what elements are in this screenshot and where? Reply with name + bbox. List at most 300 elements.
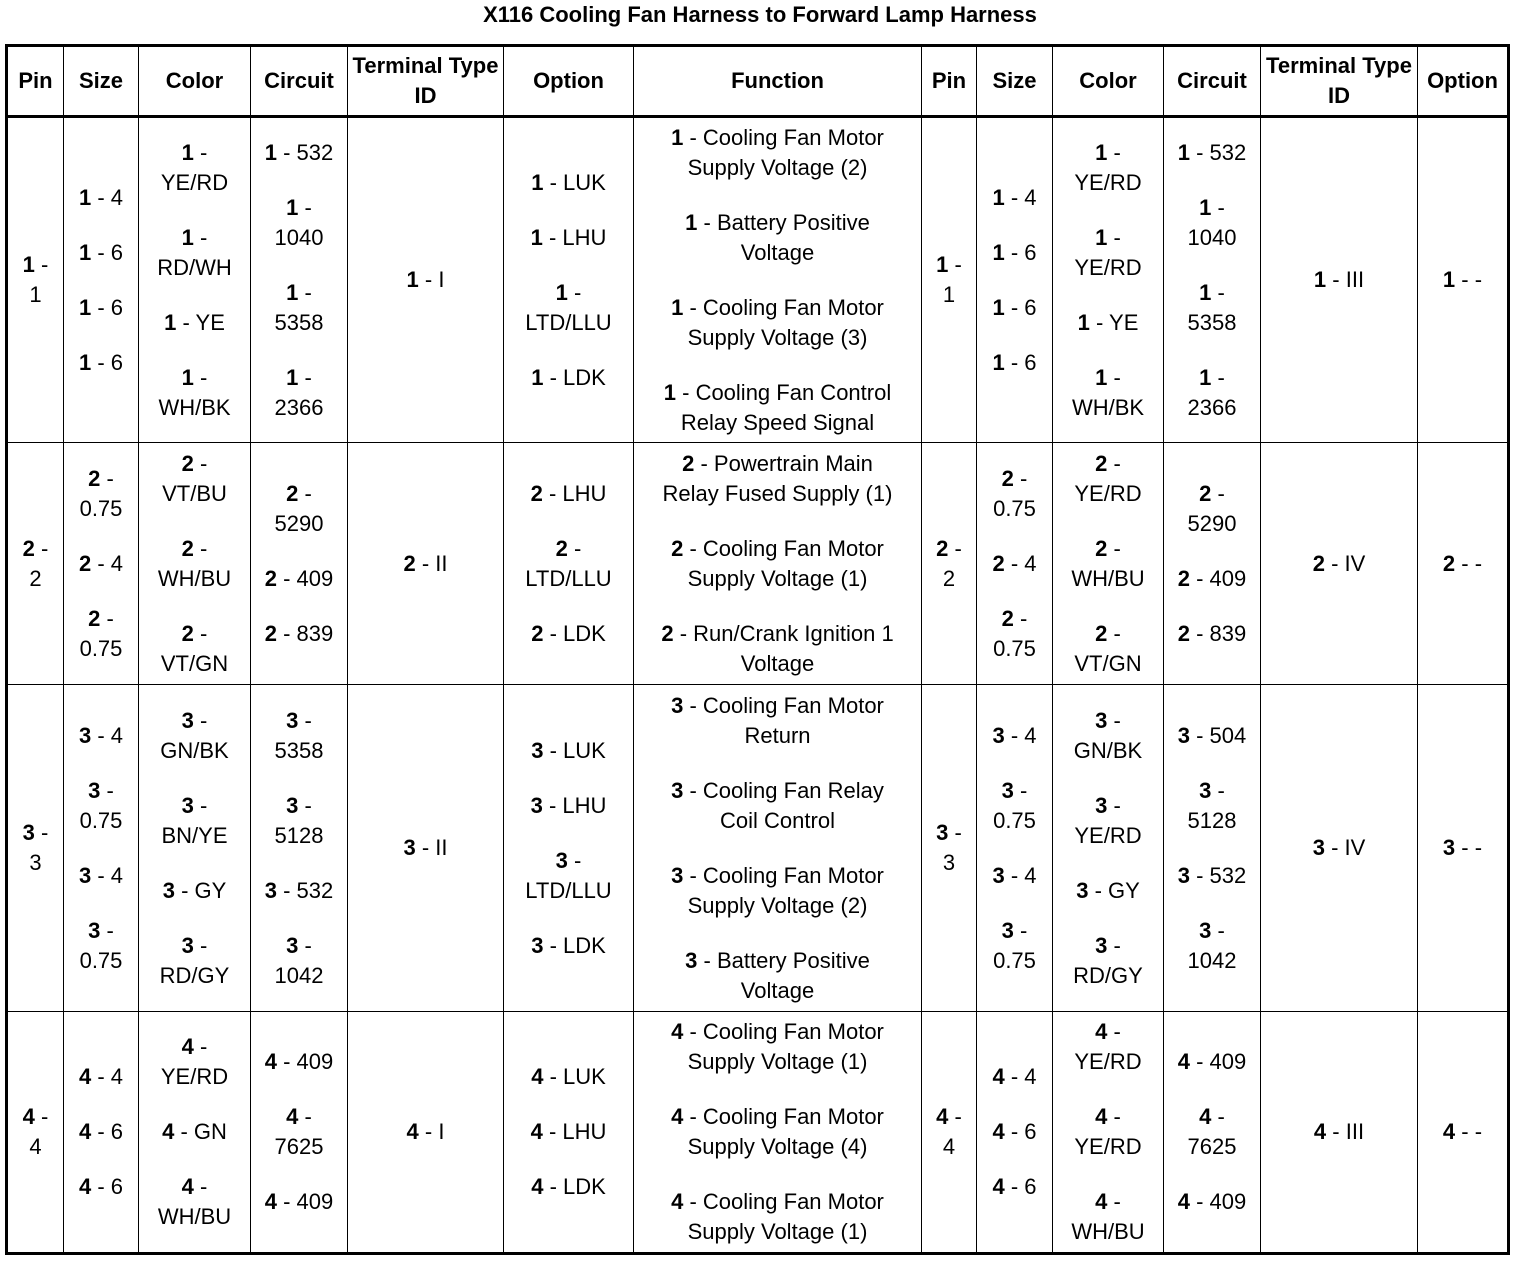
entry-text: YE/RD — [1074, 1134, 1142, 1159]
cell-entry — [1166, 564, 1258, 594]
entry-number: 2 — [264, 620, 277, 646]
entry-number: 1 — [685, 209, 698, 235]
table-row — [7, 1012, 1509, 1254]
entry-text: - - — [1461, 550, 1483, 576]
cell-entry — [253, 1187, 345, 1217]
cell-terminal2 — [1261, 117, 1418, 443]
cell-entry — [141, 1172, 248, 1232]
cell-color2 — [1053, 1012, 1164, 1254]
entry-text: - — [1217, 364, 1225, 390]
table-row — [7, 443, 1509, 685]
cell-entry — [253, 479, 345, 539]
entry-number: 3 — [264, 877, 277, 903]
entry-number: 3 — [936, 820, 949, 845]
cell-entry — [979, 1062, 1050, 1092]
entry-number: 2 — [403, 550, 416, 576]
entry-text: Relay Speed Signal — [680, 409, 875, 435]
entry-text: - 532 — [283, 877, 334, 903]
table-row — [7, 117, 1509, 443]
entry-number: 4 — [78, 1174, 92, 1199]
entry-text: 2366 — [1187, 394, 1237, 420]
entry-number: 1 — [78, 239, 92, 265]
cell-entry — [636, 449, 919, 509]
cell-entry — [979, 238, 1050, 268]
cell-entry — [1263, 265, 1415, 295]
cell-entry — [66, 1062, 136, 1092]
entry-text: - 839 — [1196, 620, 1247, 646]
cell-terminal — [348, 685, 504, 1012]
entry-text: LTD/LLU — [525, 309, 612, 335]
cell-entry — [506, 791, 631, 821]
cell-entry — [506, 846, 631, 906]
entry-number: 3 — [671, 692, 684, 718]
entry-text: 0.75 — [993, 495, 1036, 521]
column-header: Pin — [922, 46, 977, 117]
cell-entry — [1055, 931, 1161, 991]
entry-text: RD/WH — [157, 254, 232, 280]
cell-function — [634, 685, 922, 1012]
entry-number: 3 — [286, 707, 299, 733]
entry-text: - — [200, 364, 208, 390]
entry-text: - — [200, 932, 208, 958]
cell-entry — [1055, 1187, 1161, 1247]
entry-text: Supply Voltage (1) — [687, 1219, 868, 1244]
column-header: Terminal Type ID — [1261, 46, 1418, 117]
entry-number: 4 — [1199, 1104, 1212, 1129]
entry-number: 4 — [78, 1064, 92, 1089]
entry-text: 1040 — [1187, 224, 1237, 250]
entry-number: 1 — [181, 364, 194, 390]
cell-entry — [1055, 791, 1161, 851]
cell-pin2 — [922, 685, 977, 1012]
entry-text: Supply Voltage (3) — [687, 324, 868, 350]
entry-text: - II — [421, 835, 448, 860]
cell-option — [504, 685, 634, 1012]
cell-entry — [924, 250, 974, 310]
entry-text: - — [1020, 777, 1028, 803]
cell-entry — [1055, 1102, 1161, 1162]
column-header: Function — [634, 46, 922, 117]
table-row — [7, 685, 1509, 1012]
entry-text: - — [1113, 792, 1121, 818]
entry-text: Supply Voltage (4) — [687, 1134, 868, 1159]
column-header: Option — [504, 46, 634, 117]
entry-text: - 4 — [1010, 1064, 1037, 1089]
entry-number: 3 — [286, 792, 299, 818]
cell-entry — [636, 861, 919, 921]
cell-entry — [66, 776, 136, 836]
entry-text: - YE — [182, 309, 225, 335]
entry-number: 4 — [992, 1174, 1005, 1199]
cell-entry — [141, 223, 248, 283]
entry-text: WH/BU — [1071, 565, 1145, 591]
entry-text: - — [106, 777, 114, 803]
entry-number: 2 — [661, 620, 674, 646]
entry-text: - — [106, 917, 114, 943]
cell-pin — [7, 685, 64, 1012]
entry-number: 2 — [88, 605, 101, 631]
cell-entry — [636, 123, 919, 183]
entry-number: 2 — [181, 450, 194, 476]
entry-text: - — [200, 792, 208, 818]
cell-circuit — [251, 117, 348, 443]
cell-entry — [1166, 916, 1258, 976]
entry-number: 4 — [162, 1119, 175, 1144]
entry-text: - 504 — [1196, 722, 1247, 748]
entry-text: - — [41, 535, 49, 561]
cell-entry — [253, 876, 345, 906]
cell-entry — [141, 534, 248, 594]
entry-text: - — [200, 620, 208, 646]
cell-color — [139, 1012, 251, 1254]
entry-number: 2 — [531, 620, 544, 646]
entry-text: - — [574, 535, 582, 561]
entry-text: - 6 — [1010, 239, 1037, 265]
entry-text: - - — [1461, 835, 1483, 860]
cell-entry — [66, 861, 136, 891]
cell-option2 — [1418, 443, 1509, 685]
entry-text: - — [1113, 224, 1121, 250]
cell-entry — [636, 1187, 919, 1247]
cell-circuit2 — [1164, 685, 1261, 1012]
cell-color — [139, 443, 251, 685]
entry-text: LTD/LLU — [525, 565, 612, 591]
cell-entry — [1420, 833, 1505, 863]
entry-number: 2 — [181, 535, 194, 561]
column-header: Circuit — [251, 46, 348, 117]
entry-number: 2 — [1177, 565, 1190, 591]
cell-entry — [979, 1172, 1050, 1202]
cell-entry — [10, 1102, 61, 1162]
cell-entry — [253, 278, 345, 338]
entry-text: - — [200, 535, 208, 561]
entry-number: 4 — [1095, 1189, 1108, 1214]
entry-number: 1 — [1095, 224, 1108, 250]
entry-number: 3 — [531, 737, 544, 763]
entry-text: - — [1113, 364, 1121, 390]
entry-text: 0.75 — [993, 635, 1036, 661]
entry-text: - Cooling Fan Motor — [689, 535, 884, 561]
entry-number: 1 — [992, 294, 1005, 320]
cell-entry — [1166, 619, 1258, 649]
entry-number: 2 — [936, 535, 949, 561]
cell-entry — [253, 193, 345, 253]
entry-text: - — [304, 792, 312, 818]
entry-number: 1 — [992, 239, 1005, 265]
entry-number: 4 — [992, 1119, 1005, 1144]
entry-number: 4 — [1177, 1049, 1190, 1074]
entry-number: 3 — [403, 835, 416, 860]
cell-option — [504, 117, 634, 443]
entry-text: YE/RD — [1074, 1049, 1142, 1074]
entry-number: 1 — [78, 184, 92, 210]
cell-entry — [636, 534, 919, 594]
cell-entry — [10, 818, 61, 878]
entry-number: 1 — [1199, 364, 1212, 390]
cell-entry — [506, 223, 631, 253]
entry-text: - 6 — [97, 239, 124, 265]
entry-number: 3 — [181, 707, 194, 733]
entry-text: VT/GN — [160, 650, 229, 676]
entry-text: 0.75 — [79, 807, 123, 833]
entry-text: Voltage — [740, 239, 815, 265]
entry-number: 1 — [1442, 267, 1456, 292]
cell-circuit2 — [1164, 1012, 1261, 1254]
entry-text: - Cooling Fan Motor — [689, 1019, 884, 1044]
entry-text: - — [304, 364, 312, 390]
entry-number: 3 — [181, 932, 194, 958]
cell-entry — [979, 916, 1050, 976]
cell-size — [64, 117, 139, 443]
entry-number: 3 — [530, 792, 543, 818]
cell-entry — [350, 1117, 501, 1147]
cell-entry — [979, 604, 1050, 664]
entry-text: Supply Voltage (2) — [687, 154, 868, 180]
cell-entry — [1263, 833, 1415, 863]
entry-text: - Powertrain Main — [700, 450, 873, 476]
entry-number: 2 — [1442, 550, 1456, 576]
cell-entry — [1166, 861, 1258, 891]
cell-pin2 — [922, 117, 977, 443]
entry-number: 2 — [1095, 620, 1108, 646]
entry-number: 2 — [1312, 550, 1325, 576]
entry-number: 3 — [555, 847, 568, 873]
entry-number: 3 — [78, 722, 92, 748]
entry-text: Supply Voltage (1) — [687, 565, 868, 591]
entry-text: 0.75 — [79, 947, 123, 973]
entry-text: 1 — [29, 282, 42, 307]
entry-text: 0.75 — [79, 635, 123, 661]
cell-entry — [506, 534, 631, 594]
entry-number: 1 — [531, 169, 544, 195]
entry-number: 4 — [22, 1104, 35, 1129]
entry-number: 4 — [992, 1064, 1005, 1089]
entry-number: 4 — [671, 1019, 684, 1044]
cell-entry — [1055, 138, 1161, 198]
entry-text: YE/RD — [160, 1064, 229, 1089]
entry-text: - LDK — [549, 620, 606, 646]
entry-number: 3 — [1177, 862, 1190, 888]
entry-text: Supply Voltage (1) — [687, 1049, 868, 1074]
cell-entry — [253, 1047, 345, 1077]
entry-number: 1 — [286, 279, 299, 305]
entry-text: - 409 — [283, 565, 334, 591]
cell-entry — [1166, 721, 1258, 751]
entry-text: - — [954, 820, 962, 845]
entry-text: WH/BK — [158, 394, 231, 420]
table-title: X116 Cooling Fan Harness to Forward Lamp Harness — [483, 2, 1037, 27]
entry-number: 1 — [286, 364, 299, 390]
cell-circuit2 — [1164, 117, 1261, 443]
cell-entry — [1166, 479, 1258, 539]
column-header: Color — [139, 46, 251, 117]
entry-text: - 6 — [1010, 294, 1037, 320]
cell-entry — [1055, 449, 1161, 509]
entry-number: 1 — [78, 294, 92, 320]
entry-number: 3 — [88, 917, 101, 943]
cell-entry — [979, 721, 1050, 751]
entry-text: - LHU — [548, 1119, 607, 1144]
entry-number: 3 — [1095, 792, 1108, 818]
entry-text: VT/GN — [1074, 650, 1142, 676]
column-header: Terminal Type ID — [348, 46, 504, 117]
entry-text: - — [106, 465, 114, 491]
entry-text: - — [304, 707, 312, 733]
cell-entry — [350, 549, 501, 579]
entry-text: - 409 — [1196, 1189, 1247, 1214]
entry-number: 2 — [181, 620, 194, 646]
entry-text: - — [200, 707, 208, 733]
entry-number: 3 — [671, 777, 684, 803]
entry-text: - - — [1461, 1119, 1483, 1144]
entry-number: 2 — [1199, 480, 1212, 506]
cell-entry — [141, 706, 248, 766]
entry-number: 1 — [286, 194, 299, 220]
entry-text: WH/BU — [1071, 1219, 1145, 1244]
cell-entry — [1055, 363, 1161, 423]
entry-text: - — [304, 1104, 312, 1129]
entry-text: - LHU — [548, 480, 607, 506]
entry-text: - — [1217, 194, 1225, 220]
entry-text: 1040 — [274, 224, 324, 250]
entry-number: 3 — [162, 877, 175, 903]
entry-text: 1042 — [1187, 947, 1237, 973]
cell-entry — [1055, 223, 1161, 283]
entry-text: 7625 — [1187, 1134, 1237, 1159]
cell-entry — [66, 721, 136, 751]
entry-text: WH/BU — [157, 565, 232, 591]
entry-number: 3 — [88, 777, 101, 803]
entry-text: Voltage — [740, 650, 815, 676]
cell-entry — [924, 1102, 974, 1162]
entry-text: - 409 — [1196, 565, 1247, 591]
cell-entry — [506, 1172, 631, 1202]
cell-entry — [979, 183, 1050, 213]
cell-size — [64, 685, 139, 1012]
entry-number: 4 — [530, 1119, 543, 1144]
entry-number: 3 — [1001, 917, 1014, 943]
entry-text: - — [106, 605, 114, 631]
entry-text: - Cooling Fan Control — [682, 379, 892, 405]
entry-number: 3 — [531, 932, 544, 958]
entry-text: Relay Fused Supply (1) — [662, 480, 893, 506]
cell-entry — [10, 534, 61, 594]
entry-text: 5128 — [1187, 807, 1237, 833]
cell-entry — [636, 776, 919, 836]
entry-text: - — [954, 1104, 962, 1129]
cell-entry — [506, 1117, 631, 1147]
entry-text: - 839 — [283, 620, 334, 646]
entry-text: 0.75 — [993, 947, 1036, 973]
entry-text: - 6 — [1010, 349, 1037, 375]
entry-number: 1 — [181, 224, 194, 250]
cell-entry — [253, 706, 345, 766]
cell-color2 — [1053, 685, 1164, 1012]
entry-number: 2 — [1095, 535, 1108, 561]
cell-entry — [1166, 776, 1258, 836]
entry-number: 4 — [181, 1034, 194, 1059]
entry-number: 2 — [671, 535, 684, 561]
cell-entry — [141, 1117, 248, 1147]
entry-number: 1 — [1095, 364, 1108, 390]
entry-text: - — [200, 1174, 208, 1199]
cell-entry — [66, 1117, 136, 1147]
cell-terminal — [348, 1012, 504, 1254]
entry-number: 4 — [531, 1064, 544, 1089]
entry-text: - 6 — [97, 294, 124, 320]
entry-text: - — [954, 252, 962, 277]
entry-text: 7625 — [274, 1134, 324, 1159]
entry-number: 2 — [1177, 620, 1190, 646]
entry-number: 4 — [1095, 1104, 1108, 1129]
entry-text: GN/BK — [1073, 737, 1143, 763]
entry-number: 1 — [181, 139, 194, 165]
entry-number: 1 — [671, 124, 684, 150]
entry-text: - 4 — [1010, 862, 1037, 888]
cell-option2 — [1418, 1012, 1509, 1254]
cell-entry — [506, 736, 631, 766]
entry-text: - 4 — [1010, 550, 1037, 576]
cell-entry — [1166, 363, 1258, 423]
cell-circuit — [251, 443, 348, 685]
entry-text: - 4 — [1010, 722, 1037, 748]
cell-entry — [253, 791, 345, 851]
entry-text: - YE — [1095, 309, 1139, 335]
entry-number: 3 — [1442, 835, 1456, 860]
entry-text: - Run/Crank Ignition 1 — [679, 620, 894, 646]
cell-color2 — [1053, 443, 1164, 685]
entry-text: - — [200, 139, 208, 165]
entry-number: 2 — [1001, 465, 1014, 491]
column-header: Circuit — [1164, 46, 1261, 117]
entry-number: 1 — [264, 139, 277, 165]
entry-text: - Cooling Fan Motor — [689, 862, 884, 888]
entry-text: - — [1020, 917, 1028, 943]
entry-text: - — [1113, 707, 1121, 733]
entry-number: 3 — [1001, 777, 1014, 803]
column-header: Size — [977, 46, 1053, 117]
entry-text: - I — [424, 1119, 445, 1144]
cell-entry — [1166, 1047, 1258, 1077]
cell-entry — [506, 168, 631, 198]
cell-entry — [1055, 876, 1161, 906]
entry-text: - 532 — [1196, 139, 1247, 165]
entry-text: - 6 — [97, 1174, 124, 1199]
entry-text: - 409 — [1196, 1049, 1247, 1074]
entry-number: 3 — [1199, 917, 1212, 943]
entry-number: 4 — [936, 1104, 949, 1129]
entry-text: 2 — [29, 565, 42, 591]
entry-text: - — [954, 535, 962, 561]
entry-text: RD/GY — [159, 962, 230, 988]
cell-pin2 — [922, 443, 977, 685]
entry-text: YE/RD — [1074, 254, 1142, 280]
entry-text: RD/GY — [1073, 962, 1143, 988]
entry-text: - — [1113, 1019, 1121, 1044]
entry-text: 3 — [29, 850, 42, 875]
cell-entry — [636, 946, 919, 1006]
entry-text: - IV — [1331, 550, 1366, 576]
entry-number: 1 — [663, 379, 676, 405]
entry-text: - 409 — [283, 1049, 334, 1074]
entry-text: - Cooling Fan Motor — [689, 294, 884, 320]
cell-pin — [7, 443, 64, 685]
cell-circuit — [251, 685, 348, 1012]
cell-entry — [1166, 138, 1258, 168]
cell-entry — [1055, 534, 1161, 594]
entry-text: - Battery Positive — [703, 209, 870, 235]
entry-text: - — [1113, 535, 1121, 561]
